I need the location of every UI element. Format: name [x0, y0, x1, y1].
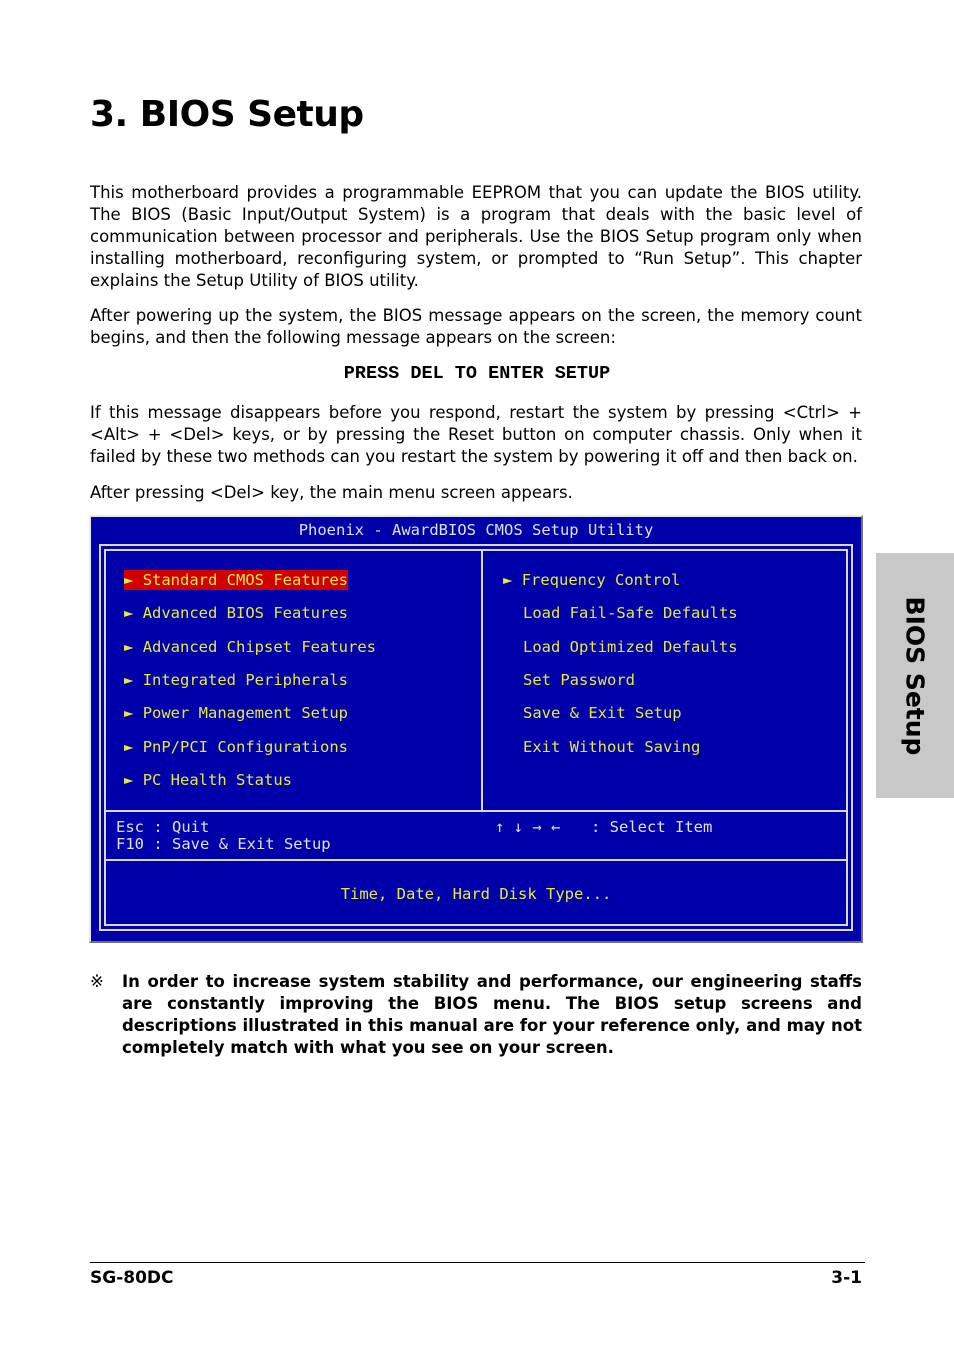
submenu-arrow-icon: ► [124, 571, 134, 589]
footer-rule [90, 1262, 865, 1263]
bios-menu-item[interactable] [523, 703, 682, 723]
powerup-paragraph: After powering up the system, the BIOS message appears on the screen, the memory count begins, and then the following message appears on the screen: [90, 306, 862, 347]
bios-menu-item-label: Standard CMOS Features [142, 571, 348, 589]
page-title: 3. BIOS Setup [90, 94, 364, 135]
bios-menu-item-label: Integrated Peripherals [142, 670, 348, 689]
bios-menu-item[interactable] [503, 570, 680, 590]
bios-screen [89, 515, 863, 943]
bios-menu-item[interactable] [124, 570, 348, 590]
submenu-arrow-icon: ► [124, 604, 134, 623]
bios-menu-item-label: Advanced Chipset Features [142, 637, 376, 656]
submenu-arrow-icon: ► [124, 670, 134, 689]
submenu-arrow-icon: ► [124, 770, 134, 789]
stability-note [90, 971, 862, 1059]
bios-menu-item-label: Save & Exit Setup [523, 704, 682, 723]
restart-paragraph: If this message disappears before you respond, restart the system by pressing <Ctrl> + <Alt> + <Del> keys, or by pressing the Reset button on computer chassis. Only when it failed by these two methods can you restart the system by powering it off and then back on. [90, 403, 862, 466]
bios-menu-item-label: PnP/PCI Configurations [142, 737, 348, 756]
bios-menu-item[interactable] [124, 670, 348, 690]
bios-menu-item[interactable] [124, 603, 348, 623]
submenu-arrow-icon: ► [124, 737, 134, 756]
submenu-arrow-icon: ► [124, 704, 134, 723]
bios-menu-item[interactable] [124, 737, 348, 757]
footer-model: SG-80DC [90, 1268, 174, 1288]
bios-header: Phoenix - AwardBIOS CMOS Setup Utility [298, 521, 654, 539]
bios-menu-item[interactable] [523, 603, 738, 623]
bios-column-divider [481, 549, 483, 812]
bios-menu-item-label: Load Fail-Safe Defaults [523, 604, 738, 623]
bios-footer-help: Time, Date, Hard Disk Type... [340, 885, 612, 903]
bios-menu-item-label: Load Optimized Defaults [523, 637, 738, 656]
hint-f10: F10 : Save & Exit Setup [116, 835, 331, 853]
intro-paragraph: This motherboard provides a programmable EEPROM that you can update the BIOS utility. The BIOS (Basic Input/Output System) is a program that deals with the basic level of communication between processor and peripherals. Use the BIOS Setup program only when installing motherboard, reconfiguring system, or prompted to “Run Setup”. This chapter explains the Setup Utility of BIOS utility. [90, 183, 862, 290]
bios-menu-item[interactable] [124, 770, 292, 790]
hint-arrows-icon: ↑ ↓ → ← [495, 818, 561, 836]
side-tab [876, 553, 954, 798]
side-tab-label: BIOS Setup [900, 596, 930, 755]
hint-esc: Esc : Quit [116, 818, 210, 836]
press-del-message: PRESS DEL TO ENTER SETUP [343, 363, 611, 384]
bios-menu-item[interactable] [523, 737, 700, 757]
bios-menu-item-label: Advanced BIOS Features [142, 604, 348, 623]
bios-menu-item[interactable] [124, 703, 348, 723]
bios-menu-item-label: Exit Without Saving [523, 737, 701, 756]
bios-menu-item-label: Set Password [523, 670, 635, 689]
bios-menu-item[interactable] [523, 670, 635, 690]
bios-menu-item-label: Power Management Setup [142, 704, 348, 723]
bios-menu-item-label: Frequency Control [521, 571, 681, 589]
bios-menu-item[interactable] [523, 637, 738, 657]
bios-menu-item-label: PC Health Status [142, 770, 292, 789]
reference-mark-icon: ※ [90, 972, 104, 991]
bios-divider-menu [104, 810, 848, 812]
footer-page-number: 3-1 [831, 1268, 862, 1288]
main-menu-paragraph: After pressing <Del> key, the main menu screen appears. [90, 483, 573, 502]
submenu-arrow-icon: ► [503, 571, 513, 589]
hint-select: : Select Item [591, 818, 713, 836]
bios-divider-hints [104, 859, 848, 861]
submenu-arrow-icon: ► [124, 637, 134, 656]
bios-menu-item[interactable] [124, 637, 376, 657]
note-text: In order to increase system stability and performance, our engineering staffs are constantly improving the BIOS menu. The BIOS setup screens and descriptions illustrated in this manual are for your reference only, and may not completely match with what you see on your screen. [122, 972, 862, 1057]
